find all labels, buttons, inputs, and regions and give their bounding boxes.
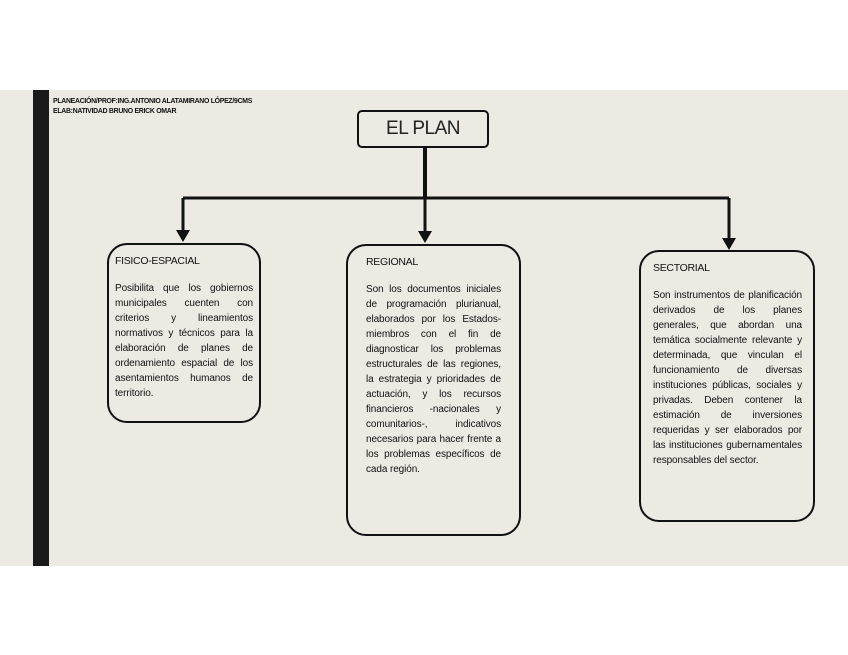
credits-line-1: PLANEACIÓN/PROF:ING.ANTONIO ALATAMIRANO LÓPEZ/9CMS [53, 96, 253, 105]
arrowhead-fisico [176, 230, 190, 242]
root-node-el-plan [357, 110, 489, 148]
node-sectorial [639, 250, 815, 522]
slide [0, 90, 848, 566]
arrowhead-regional [418, 231, 432, 243]
node-title: SECTORIAL [653, 262, 710, 274]
arrowhead-sectorial [722, 238, 736, 250]
node-title: REGIONAL [366, 256, 418, 268]
root-label: EL PLAN [386, 118, 460, 139]
node-body: Son los documentos iniciales de programación plurianual, elaborados por los Estados-miembros con el fin de diagnosticar los problemas estructurales de las regiones, la estrategia y prioridades de actuación, y los recursos financieros -nacionales y comunitarios-, indicativos necesarios para hacer frente a los problemas específicos de cada región. [366, 284, 501, 475]
credits-line-2: ELAB:NATIVIDAD BRUNO ERICK OMAR [53, 106, 177, 115]
node-regional [346, 244, 521, 536]
node-body: Posibilita que los gobiernos municipales cuenten con criterios y lineamientos normativos y técnicos para la elaboración de planes de ordenamiento espacial de los asentamientos humanos de territorio. [115, 283, 253, 399]
node-body: Son instrumentos de planificación derivados de los planes generales, que abordan una temática socialmente relevante y determinada, que vinculan el funcionamiento de diversas instituciones públicas, sociales y privadas. Deben contener la estimación de inversiones requeridas y ser elaborados por las instituciones gubernamentales responsables del sector. [653, 290, 802, 466]
node-fisico-espacial [107, 243, 261, 423]
node-title: FISICO-ESPACIAL [115, 255, 200, 267]
